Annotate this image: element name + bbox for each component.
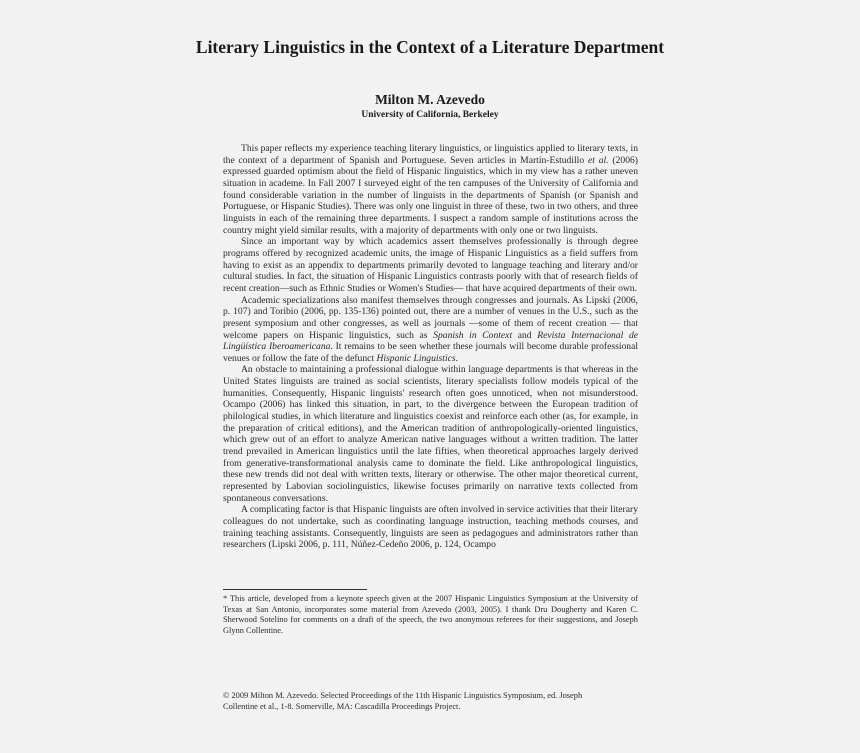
text-run: Since an important way by which academics assert themselves professionally is through degree programs offered by recognized academic units, the image of Hispanic Linguistics as a field suffers from having to exist as an appendix to departments primarily devoted to language teaching and literary and/or cultural studies. In fact, the situation of Hispanic Linguistics contrasts poorly with that of research fields of recent creation—such as Ethnic Studies or Women's Studies— that have acquired departments of their own. [223, 236, 638, 294]
footnote-divider [223, 589, 367, 590]
copyright-notice [223, 690, 638, 712]
italic-text-run: Hispanic Linguistics [376, 352, 456, 364]
footnote: * This article, developed from a keynote speech given at the 2007 Hispanic Linguistics Symposium at the University of Texas at San Antonio, incorporates some material from Azevedo (2003, 2005). I thank Dru Dougherty and Karen C. Sherwood Sotelino for comments on a draft of the speech, the two anonymous referees for their suggestions, and Joseph Glynn Collentine. [223, 594, 638, 635]
italic-text-run: et al. [587, 154, 609, 166]
copyright-line-1: © 2009 Milton M. Azevedo. Selected Proceedings of the 11th Hispanic Linguistics Symposium, ed. Joseph [223, 691, 583, 700]
italic-text-run: Spanish in Context [433, 329, 513, 341]
text-run: . It remains to be seen whether these journals will become durable professional venues or follow the fate of the defunct [223, 341, 639, 364]
body-paragraph [223, 504, 638, 551]
text-run: A complicating factor is that Hispanic linguists are often involved in service activities that their literary colleagues do not undertake, such as coordinating language instruction, teaching methods courses, and training teaching assistants. Consequently, linguists are seen as pedagogues and administrators rather than researchers (Lipski 2006, p. 111, Núñez-Cedeño 2006, p. 124, Ocampo [223, 504, 638, 551]
author-affiliation: University of California, Berkeley [361, 110, 499, 120]
paper-title: Literary Linguistics in the Context of a Literature Department [195, 37, 665, 57]
text-run: Academic specializations also manifest themselves through congresses and journals. As Lipski (2006, p. 107) and Toribio (2006, pp. 135-136) pointed out, there are a number of venues in the U.S., such as the present symposium and other congresses, as well as journals —some of them of recent creation — that welcome papers on Hispanic linguistics, such as [223, 294, 638, 341]
text-run: and [512, 329, 538, 341]
body-paragraph [223, 295, 638, 365]
author-name: Milton M. Azevedo [375, 92, 485, 107]
body-text [223, 143, 638, 551]
body-paragraph [223, 236, 638, 294]
italic-text-run: Revista Internacional de Lingüística Iberoamericana [223, 329, 639, 353]
text-run: An obstacle to maintaining a professional dialogue within language departments is that whereas in the United States linguists are trained as social scientists, literary specialists follow models typical of the humanities. Consequently, Hispanic linguists' research often goes unnoticed, when not misunderstood. Ocampo (2006) has linked this situation, in part, to the divergence between the European tradition of philological studies, in which literature and linguistics coexist and reinforce each other (as, for example, in the preparation of critical editions), and the American tradition of anthropologically-oriented linguistics, which grew out of an effort to analyze American native languages without a written tradition. The latter trend prevailed in American linguistics until the late fifties, when theoretical approaches largely derived from generative-transformational analysis came to dominate the field. Like anthropological linguistics, these new trends did not deal with written texts, literary or otherwise. The other major theoretical current, represented by Labovian sociolinguistics, likewise focuses primarily on narrative texts collected from spontaneous conversations. [223, 364, 638, 504]
text-run: . [455, 352, 459, 364]
body-paragraph [223, 143, 638, 236]
text-run: This paper reflects my experience teaching literary linguistics, or linguistics applied to literary texts, in the context of a department of Spanish and Portuguese. Seven articles in Martín-Estudillo [223, 143, 638, 166]
body-paragraph [223, 364, 638, 504]
text-run: (2006) expressed guarded optimism about the field of Hispanic linguistics, which in my view has a rather uneven situation in academe. In Fall 2007 I surveyed eight of the ten campuses of the University of California and found considerable variation in the number of linguists in the departments of Spanish (or Spanish and Portuguese, or Hispanic Studies). There was only one linguist in three of these, two in two others, and three linguists in each of the remaining three departments. I suspect a random sample of institutions across the country might yield similar results, with a majority of departments with only one or two linguists. [223, 154, 639, 236]
copyright-line-2: Collentine et al., 1-8. Somerville, MA: Cascadilla Proceedings Project. [223, 702, 461, 711]
